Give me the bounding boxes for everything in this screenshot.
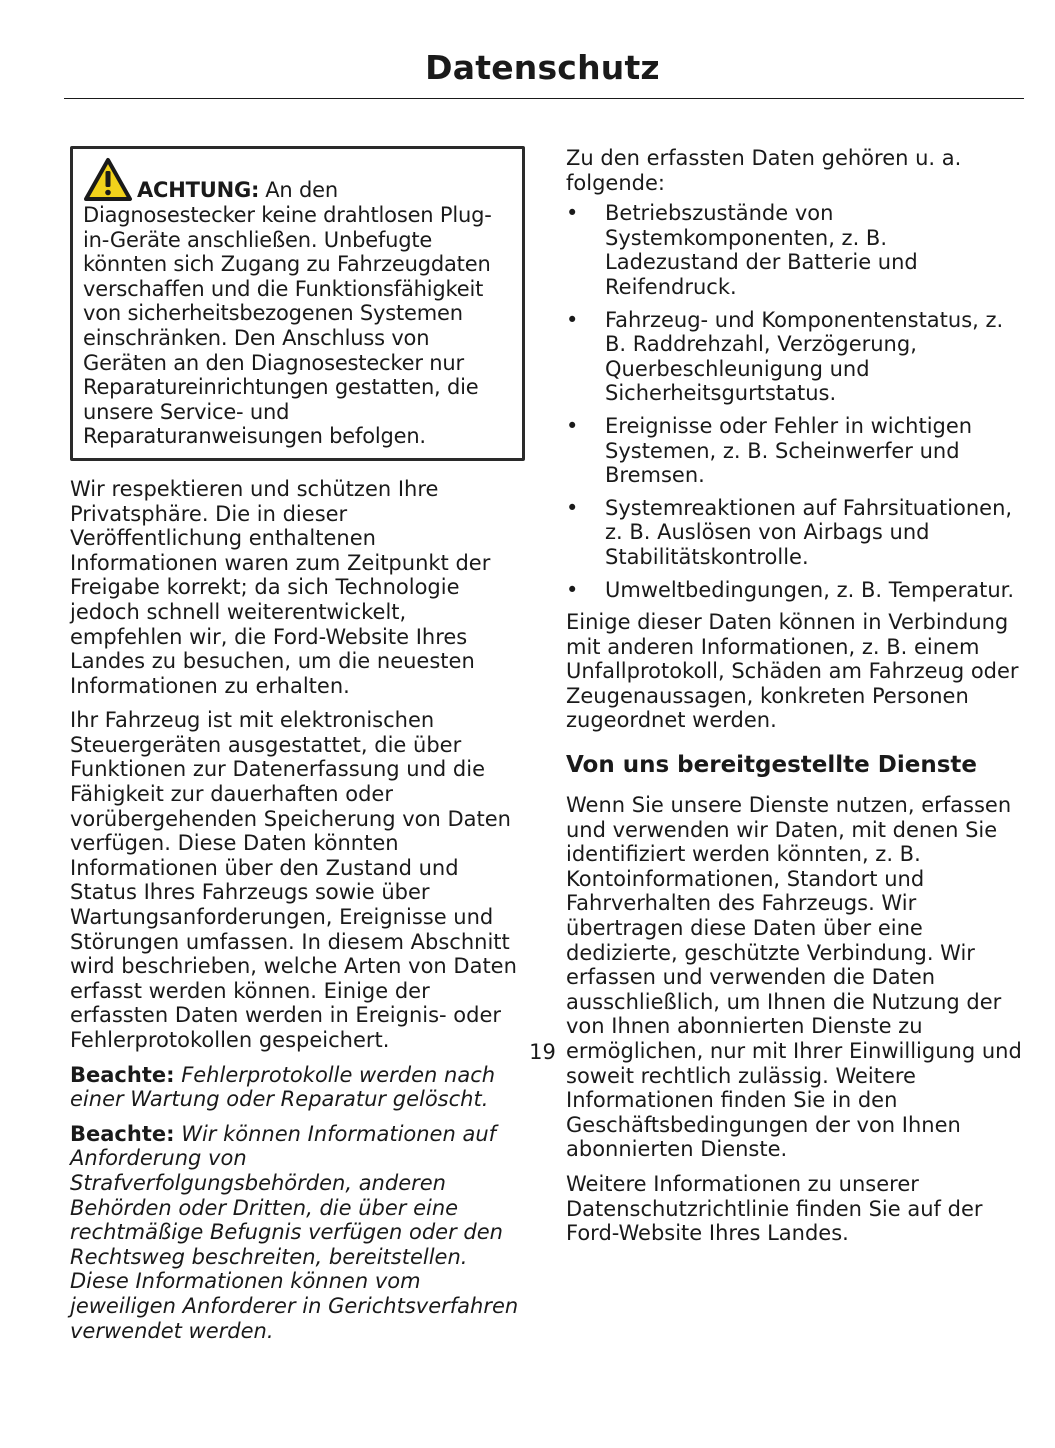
warning-text: Diagnosestecker keine drahtlosen Plug-in-Geräte anschließen. Unbefugte könnten sich Zugang zu Fahrzeugdaten verschaffen und die Funktionsfähigkeit von sicherheitsbezogenen Systemen einschränken. Den Anschluss von Geräten an den Diagnosestecker nur Reparatureinrichtungen gestatten, die unsere Service- und Reparaturanweisungen befolgen. — [83, 203, 492, 449]
right-column — [566, 146, 1026, 1256]
page-title: Datenschutz — [425, 48, 660, 87]
note-authorities — [70, 1122, 525, 1343]
list-item: • Ereignisse oder Fehler in wichtigen Systemen, z. B. Scheinwerfer und Bremsen. — [566, 413, 973, 488]
warning-triangle-icon — [83, 157, 133, 203]
title-divider — [64, 98, 1024, 99]
section-heading-services: Von uns bereitgestellte Dienste — [566, 752, 978, 779]
warning-first-words: An den — [265, 178, 338, 203]
privacy-paragraph: Wir respektieren und schützen Ihre Privatsphäre. Die in dieser Veröffentlichung enthaltenen Informationen waren zum Zeitpunkt der Freigabe korrekt; da sich Technologie jedoch schnell weiterentwickelt, empfehlen wir, die Ford-Website Ihres Landes zu besuchen, um die neuesten Informationen zu erhalten. — [70, 476, 491, 698]
data-assignment-paragraph: Einige dieser Daten können in Verbindung mit anderen Informationen, z. B. einem Unfallprotokoll, Schäden am Fahrzeug oder Zeugenaussagen, konkreten Personen zugeordnet werden. — [566, 610, 1019, 733]
services-paragraph: Wenn Sie unsere Dienste nutzen, erfassen und verwenden wir Daten, mit denen Sie identifiziert werden könnten, z. B. Kontoinformationen, Standort und Fahrverhalten des Fahrzeugs. Wir übertragen diese Daten über eine dedizierte, geschützte Verbindung. Wir erfassen und verwenden die Daten ausschließlich, um Ihnen die Nutzung der von Ihnen abonnierten Dienste zu ermöglichen, nur mit Ihrer Einwilligung und soweit rechtlich zulässig. Weitere Informationen finden Sie in den Geschäftsbedingungen der von Ihnen abonnierten Dienste. — [566, 793, 1022, 1162]
note-label: Beachte: — [70, 1062, 175, 1087]
collected-data-list — [566, 201, 1026, 602]
note-label: Beachte: — [70, 1121, 175, 1146]
warning-label: ACHTUNG: — [137, 178, 260, 203]
further-info-paragraph: Weitere Informationen zu unserer Datenschutzrichtlinie finden Sie auf der Ford-Website Ihres Landes. — [566, 1171, 983, 1246]
data-list-intro: Zu den erfassten Daten gehören u. a. folgende: — [566, 146, 962, 195]
note-text: Fehlerprotokolle werden nach einer Wartung oder Reparatur gelöscht. — [70, 1062, 496, 1112]
list-item: • Betriebszustände von Systemkomponenten, z. B. Ladezustand der Batterie und Reifendruck. — [566, 201, 918, 299]
warning-box — [70, 146, 525, 461]
list-item: • Systemreaktionen auf Fahrsituationen, z. B. Auslösen von Airbags und Stabilitätskontrolle. — [566, 495, 1013, 569]
list-item: • Umweltbedingungen, z. B. Temperatur. — [566, 577, 1015, 602]
vehicle-data-paragraph: Ihr Fahrzeug ist mit elektronischen Steuergeräten ausgestattet, die über Funktionen zur Datenerfassung und die Fähigkeit zur dauerhaften oder vorübergehenden Speicherung von Daten verfügen. Diese Daten könnten Informationen über den Zustand und Status Ihres Fahrzeugs sowie über Wartungsanforderungen, Ereignisse und Störungen umfassen. In diesem Abschnitt wird beschrieben, welche Arten von Daten erfasst werden können. Einige der erfassten Daten werden in Ereignis- oder Fehlerprotokollen gespeichert. — [70, 708, 517, 1052]
page-number: 19 — [529, 1040, 556, 1064]
list-item: • Fahrzeug- und Komponentenstatus, z. B. Raddrehzahl, Verzögerung, Querbeschleunigung und Sicherheitsgurtstatus. — [566, 307, 1004, 406]
left-column — [70, 146, 525, 1353]
note-text: Wir können Informationen auf Anforderung von Strafverfolgungsbehörden, anderen Behörden oder Dritten, die über eine rechtmäßige Befugnis verfügen oder den Rechtsweg beschreiten, bereitstellen. Diese Informationen können vom jeweiligen Anforderer in Gerichtsverfahren verwendet werden. — [70, 1121, 519, 1343]
note-error-logs — [70, 1063, 525, 1112]
